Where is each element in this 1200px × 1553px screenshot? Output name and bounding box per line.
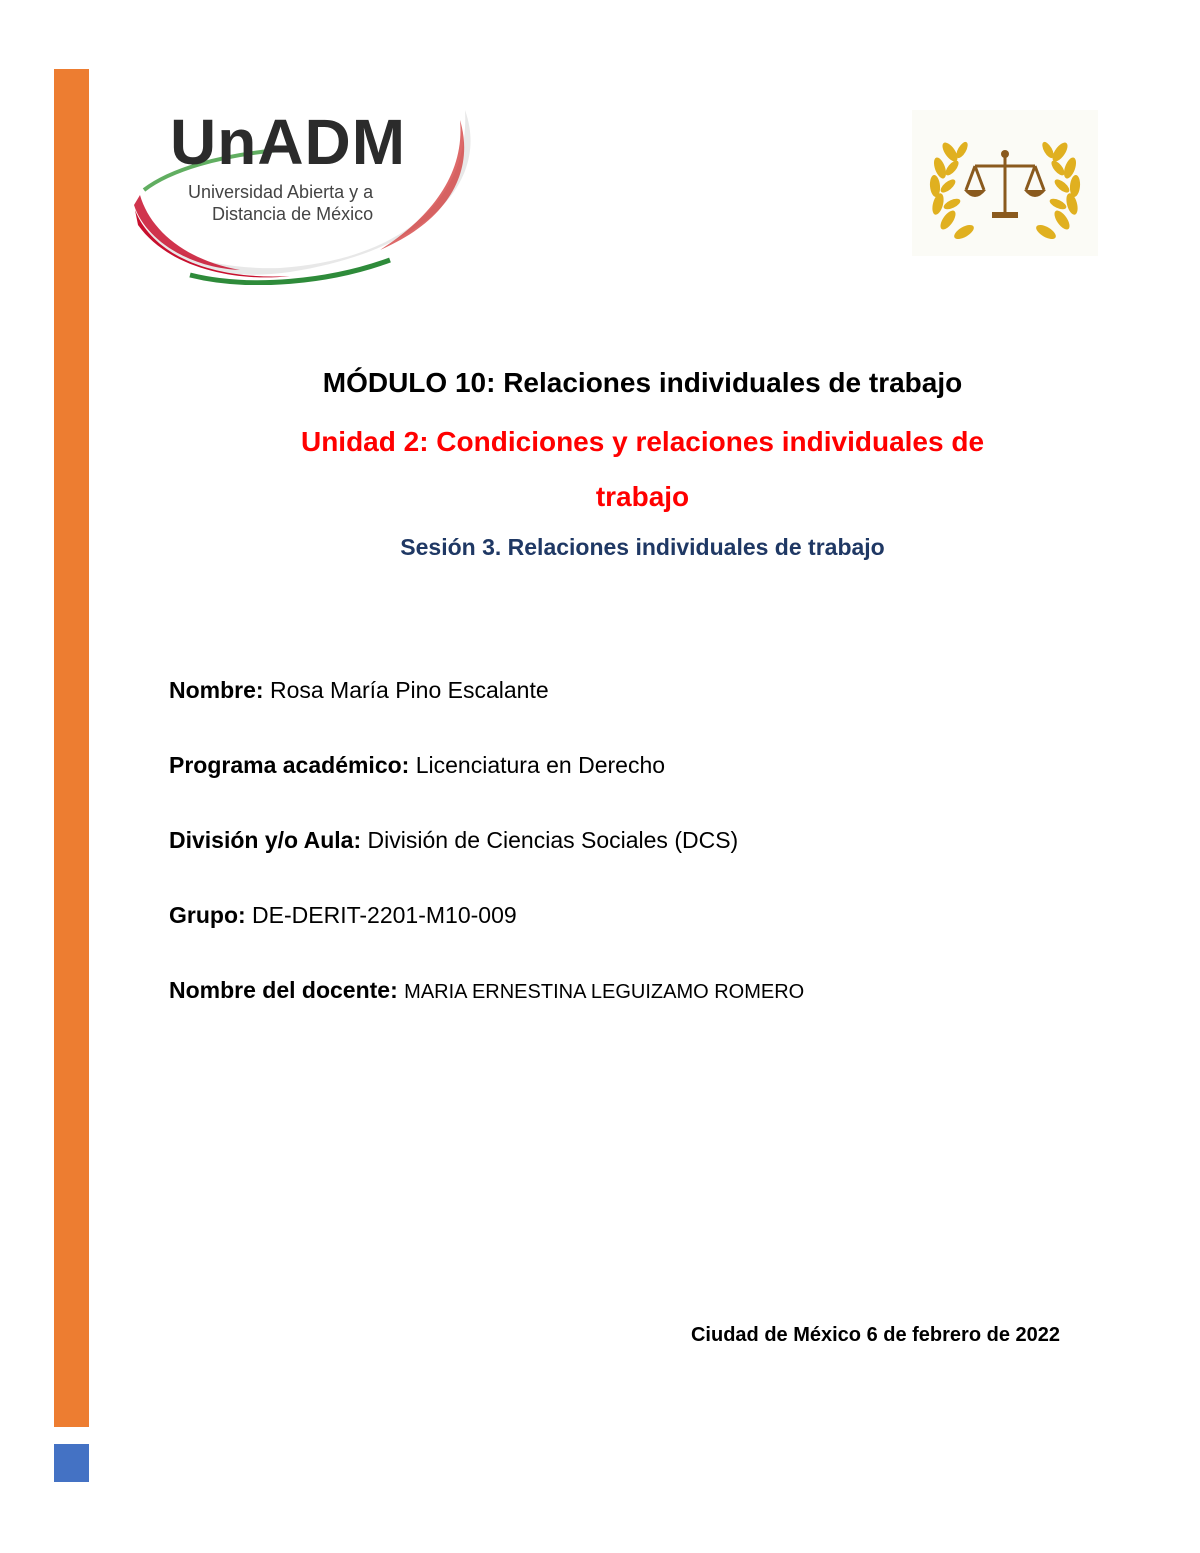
field-grupo (169, 900, 517, 930)
logo-subtitle-line1: Universidad Abierta y a (188, 182, 374, 202)
side-decoration-square (54, 1444, 89, 1482)
scales-of-justice-icon (912, 110, 1098, 256)
field-nombre (169, 675, 549, 705)
field-programa-label: Programa académico: (169, 752, 410, 778)
field-programa (169, 750, 665, 780)
field-nombre-value: Rosa María Pino Escalante (269, 677, 549, 703)
field-division (169, 825, 738, 855)
field-docente-value: MARIA ERNESTINA LEGUIZAMO ROMERO (404, 981, 805, 1003)
field-programa-value: Licenciatura en Derecho (415, 752, 666, 778)
field-nombre-label: Nombre: (169, 677, 264, 703)
modulo-heading: MÓDULO 10: Relaciones individuales de trabajo (322, 367, 963, 398)
unidad-heading: Unidad 2: Condiciones y relaciones individuales de trabajo (300, 426, 985, 512)
field-grupo-value: DE-DERIT-2201-M10-009 (252, 902, 517, 928)
sesion-heading: Sesión 3. Relaciones individuales de trabajo (400, 534, 885, 560)
field-docente-label: Nombre del docente: (169, 977, 398, 1003)
logo-subtitle (188, 182, 373, 225)
logo-title: UnADM (170, 106, 407, 178)
logo-subtitle-line2: Distancia de México (212, 203, 374, 224)
field-division-value: División de Ciencias Sociales (DCS) (367, 827, 739, 853)
field-docente (169, 975, 804, 1007)
law-scales-logo (912, 110, 1098, 256)
field-grupo-label: Grupo: (169, 902, 246, 928)
side-decoration-bar (54, 69, 89, 1427)
title-block (170, 360, 1115, 564)
field-division-label: División y/o Aula: (169, 827, 362, 853)
unadm-logo (130, 100, 480, 285)
place-and-date: Ciudad de México 6 de febrero de 2022 (690, 1324, 1060, 1346)
